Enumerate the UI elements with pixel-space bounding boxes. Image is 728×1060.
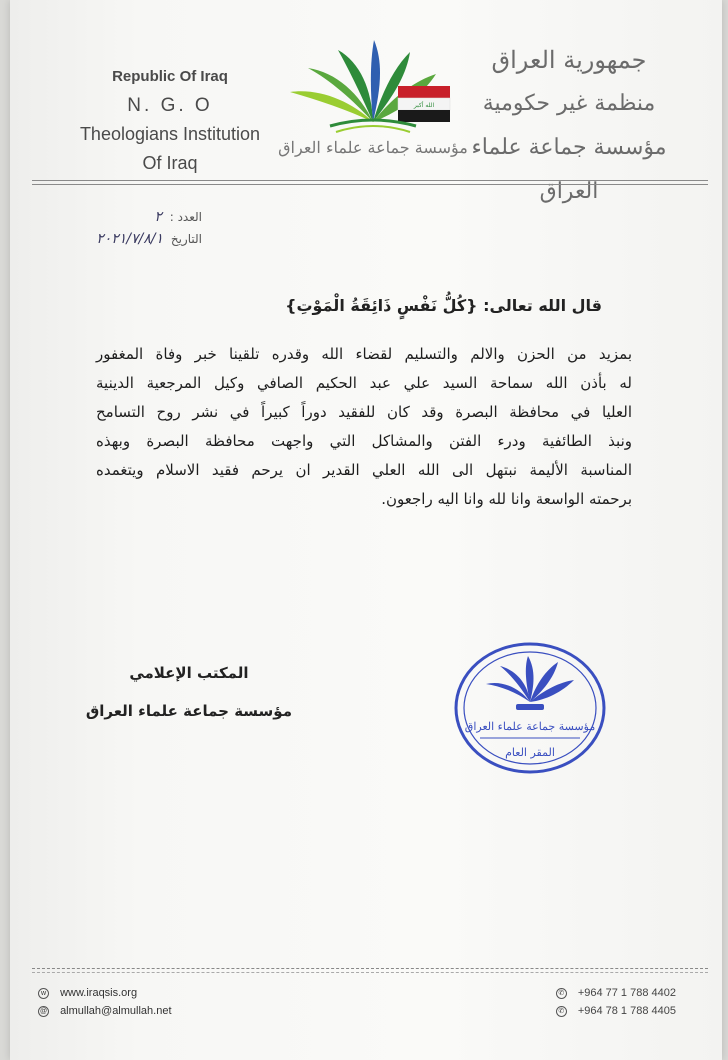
globe-icon: w xyxy=(38,988,49,999)
email-link[interactable]: almullah@almullah.net xyxy=(60,1005,172,1017)
body-line: ونبذ الطائفية ودرء الفتن والمشاكل التي واجهت محافظة البصرة وبهذه xyxy=(96,432,632,450)
header-divider xyxy=(32,180,708,181)
arabic-header xyxy=(454,38,684,214)
phone-row xyxy=(556,984,676,1002)
english-header xyxy=(70,62,270,178)
signature-block xyxy=(86,654,292,730)
quran-verse xyxy=(285,296,602,315)
number-row xyxy=(42,206,202,228)
letter-page xyxy=(10,0,722,1060)
logo-caption: مؤسسة جماعة علماء العراق xyxy=(278,138,468,157)
number-label: العدد : xyxy=(169,210,202,224)
date-row xyxy=(42,228,202,250)
stamp-leaves-icon xyxy=(486,656,574,710)
date-label: التاريخ xyxy=(170,232,202,246)
phone-1: +964 77 1 788 4402 xyxy=(577,987,676,999)
body-line: بمزيد من الحزن والالم والتسليم لقضاء الله وقدره تلقينا خبر وفاة المغفور xyxy=(96,345,632,363)
website-row xyxy=(38,984,172,1002)
footer-contact-phone xyxy=(556,984,676,1020)
stamp-subtext: المقر العام xyxy=(505,746,555,759)
phone-icon: ✆ xyxy=(556,1006,567,1017)
institute-en-line2: Of Iraq xyxy=(142,153,198,173)
phone-row xyxy=(556,1002,676,1020)
header-divider-secondary xyxy=(32,184,708,185)
institute-en-line1: Theologians Institution xyxy=(79,124,261,144)
website-link[interactable]: www.iraqsis.org xyxy=(60,987,138,999)
institute-ar: مؤسسة جماعة علماء العراق xyxy=(471,135,667,204)
number-value: ٢ xyxy=(154,209,162,225)
phone-2: +964 78 1 788 4405 xyxy=(577,1005,676,1017)
email-row xyxy=(38,1002,172,1020)
signature-org: مؤسسة جماعة علماء العراق xyxy=(85,702,292,720)
stamp-text: مؤسسة جماعة علماء العراق xyxy=(464,720,596,733)
country-ar: جمهورية العراق xyxy=(491,46,647,74)
body-line: العليا في محافظة البصرة وقد كان للفقيد دوراً كبيراً في نشر روح التسامح xyxy=(96,403,632,421)
verse-intro: قال الله تعالى: xyxy=(483,296,602,315)
official-stamp xyxy=(450,640,610,780)
footer-contact-web xyxy=(38,984,172,1020)
footer-divider-secondary xyxy=(32,972,708,973)
verse-text: {كُلُّ نَفْسٍ ذَائِقَةُ الْمَوْتِ} xyxy=(285,296,478,315)
letter-body xyxy=(96,340,632,514)
footer-divider xyxy=(32,968,708,969)
date-value: ٢٠٢١/٧/٨/١ xyxy=(96,231,164,247)
ngo-en: N. G. O xyxy=(127,95,213,116)
letter-meta xyxy=(42,206,202,250)
body-line: له بأذن الله سماحة السيد علي عبد الحكيم الصافي وكيل المرجعية الدينية xyxy=(96,374,632,392)
body-line: برحمته الواسعة وانا لله وانا اليه راجعون. xyxy=(381,490,632,508)
email-icon: @ xyxy=(39,1007,48,1015)
ngo-ar: منظمة غير حكومية xyxy=(482,91,656,116)
phone-icon: ✆ xyxy=(556,988,567,999)
body-line: المناسبة الأليمة نبتهل الى الله العلي القدير ان يرحم فقيد الاسلام ويتغمده xyxy=(96,461,632,479)
country-en: Republic Of Iraq xyxy=(112,68,228,85)
svg-text:الله أكبر: الله أكبر xyxy=(413,102,435,109)
iraq-flag xyxy=(398,86,450,122)
signature-office: المكتب الإعلامي xyxy=(129,664,249,682)
